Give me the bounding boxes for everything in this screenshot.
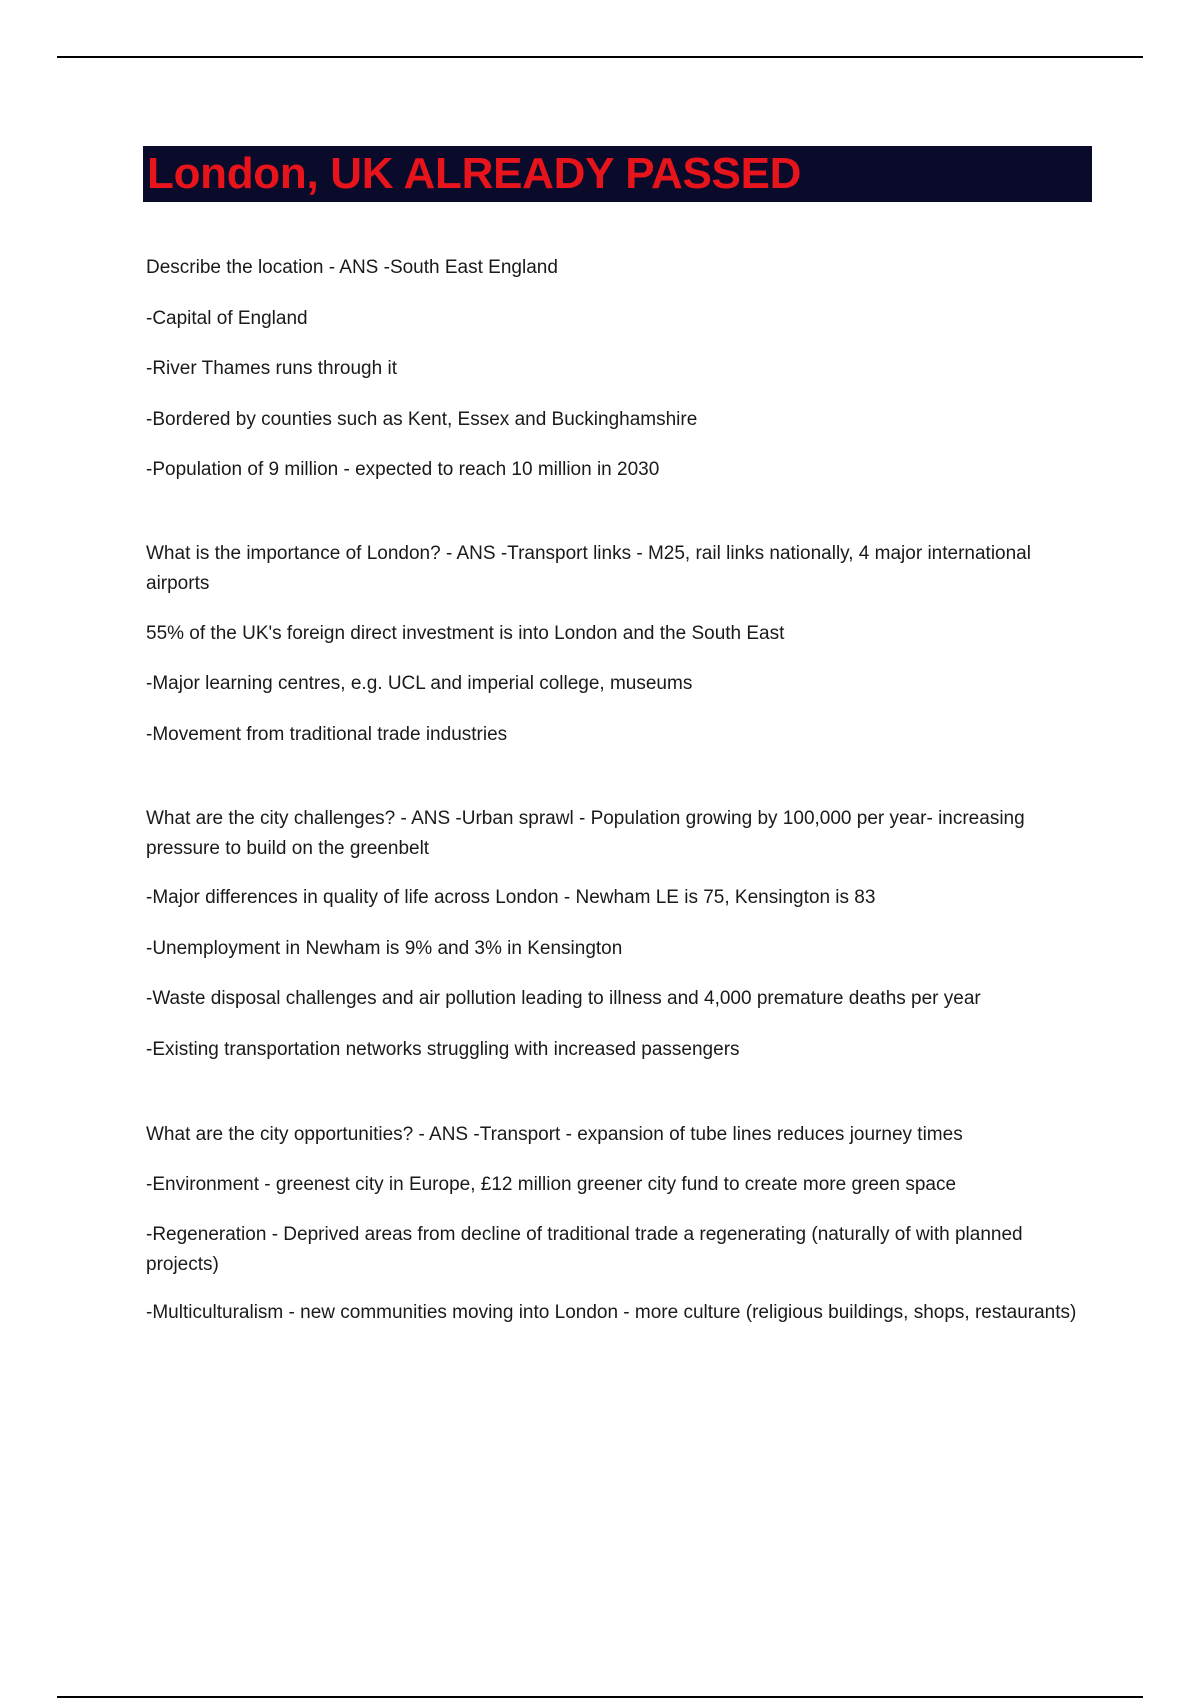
answer-line: -Major learning centres, e.g. UCL and imperial college, museums [146, 673, 693, 694]
answer-line: -Existing transportation networks struggling with increased passengers [146, 1038, 740, 1060]
question-line: Describe the location - ANS -South East England [146, 257, 558, 278]
question-line: What are the city challenges? - ANS -Urban sprawl - Population growing by 100,000 per year- increasing pressure to build on the greenbelt [146, 807, 1025, 859]
qa-block-importance [146, 539, 1096, 751]
top-rule [57, 56, 1143, 58]
answer-line: -Major differences in quality of life across London - Newham LE is 75, Kensington is 83 [146, 887, 876, 908]
answer-line: -Regeneration - Deprived areas from decline of traditional trade a regenerating (naturally of with planned projects) [146, 1223, 1023, 1275]
qa-block-challenges [146, 804, 1096, 1066]
answer-line: -Waste disposal challenges and air pollution leading to illness and 4,000 premature deaths per year [146, 988, 981, 1009]
document-body [146, 252, 1096, 1381]
question-line: What are the city opportunities? - ANS -Transport - expansion of tube lines reduces journey times [146, 1123, 963, 1145]
page-title: London, UK ALREADY PASSED [147, 149, 802, 198]
answer-line: -Population of 9 million - expected to reach 10 million in 2030 [146, 459, 660, 480]
answer-line: -Unemployment in Newham is 9% and 3% in Kensington [146, 937, 623, 959]
answer-line: -Capital of England [146, 307, 308, 329]
answer-line: -River Thames runs through it [146, 358, 397, 379]
answer-line: -Environment - greenest city in Europe, £12 million greener city fund to create more green space [146, 1174, 957, 1195]
bottom-rule [57, 1696, 1143, 1698]
answer-line: -Multiculturalism - new communities moving into London - more culture (religious buildings, shops, restaurants) [146, 1302, 1077, 1323]
qa-block-opportunities [146, 1119, 1096, 1329]
answer-line: -Bordered by counties such as Kent, Essex and Buckinghamshire [146, 408, 698, 430]
question-line: What is the importance of London? - ANS -Transport links - M25, rail links nationally, 4 major international airports [146, 543, 1031, 594]
answer-line: 55% of the UK's foreign direct investment is into London and the South East [146, 622, 785, 644]
qa-block-location [146, 252, 1096, 486]
title-banner [143, 146, 1092, 202]
answer-line: -Movement from traditional trade industries [146, 723, 508, 745]
